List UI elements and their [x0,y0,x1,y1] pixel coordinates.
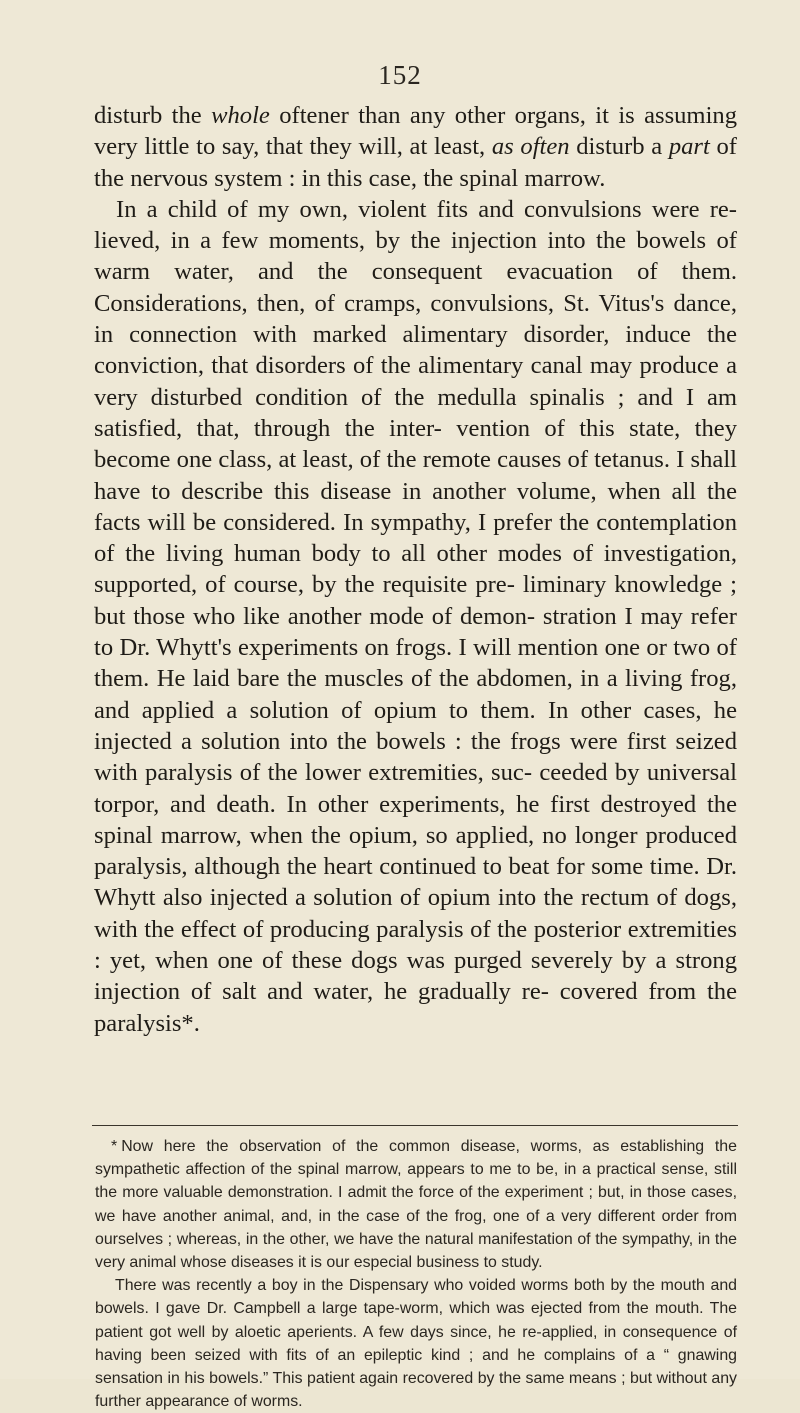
emphasis-part: part [668,133,710,161]
paragraph-1-text-a: disturb the [94,102,212,129]
page-number: 152 [378,60,422,90]
emphasis-whole: whole [211,102,270,129]
footnote-2: There was recently a boy in the Dispensary who voided worms both by the mouth and bowels. I gave Dr. Campbell a large tape-worm, which was ejected from the mouth. The patient got well by aloetic aperients. A few days since, he re-applied, in consequence of having been seized with fits of an epileptic kind ; and he complains of a “ gnawing sensation in his bowels.” This patient again recovered by the same means ; but without any further appearance of worms. [95,1277,737,1411]
emphasis-as-often: as often [491,133,570,161]
paragraph-1-text-b: oftener than any other organs, it is assuming very little to say, that they will, at least, [94,102,737,161]
body-text [94,100,737,1039]
footnotes [95,1135,737,1413]
paragraph-1-text-c: disturb a [569,133,669,161]
body-paragraph-1 [94,100,737,194]
footnote-1-text: Now here the observation of the common disease, worms, as establishing the sympathetic affection of the spinal marrow, appears to me to be, in a practical sense, still the more valuable demonstration. I admit the force of the experiment ; but, in those cases, we have another animal, and, in the case of the frog, one of a very different order from ourselves ; whereas, in the other, we have the natural manifestation of the sympathy, in the very animal whose diseases it is our especial business to study. [95,1138,737,1272]
footnote-1 [95,1135,737,1274]
footnote-divider [92,1125,738,1126]
paragraph-1-text-d: of the nervous system : in this case, the spinal marrow. [94,133,737,192]
body-paragraph-2: In a child of my own, violent fits and convulsions were re- lieved, in a few moments, by the injection into the bowels of warm water, and the consequent evacuation of them. Considerations, then, of cramps, convulsions, St. Vitus's dance, in connection with marked alimentary disorder, induce the conviction, that disorders of the alimentary canal may produce a very disturbed condition of the medulla spinalis ; and I am satisfied, that, through the inter- vention of this state, they become one class, at least, of the remote causes of tetanus. I shall have to describe this disease in another volume, when all the facts will be considered. In sympathy, I prefer the contemplation of the living human body to all other modes of investigation, supported, of course, by the requisite pre- liminary knowledge ; but those who like another mode of demon- stration I may refer to Dr. Whytt's experiments on frogs. I will mention one or two of them. He laid bare the muscles of the abdomen, in a living frog, and applied a solution of opium to them. In other cases, he injected a solution into the bowels : the frogs were first seized with paralysis of the lower extremities, suc- ceeded by universal torpor, and death. In other experiments, he first destroyed the spinal marrow, when the opium, so applied, no longer produced paralysis, although the heart continued to beat for some time. Dr. Whytt also injected a solution of opium into the rectum of dogs, with the effect of producing paralysis of the posterior extremities : yet, when one of these dogs was purged severely by a strong injection of salt and water, he gradually re- covered from the paralysis*. [94,195,737,1037]
footnote-marker: * [111,1138,118,1155]
